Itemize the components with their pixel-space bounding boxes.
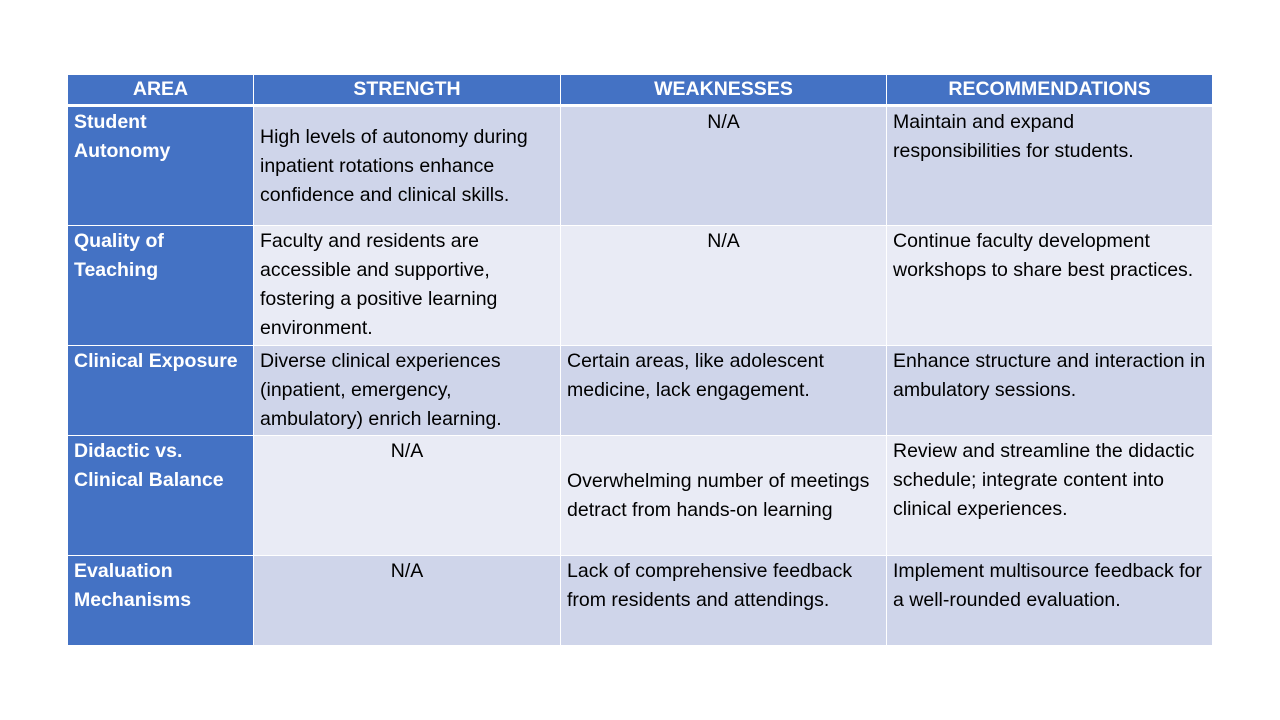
- strength-cell: Faculty and residents are accessible and supportive, fostering a positive learning environment.: [254, 226, 561, 346]
- area-cell: Clinical Exposure: [68, 346, 254, 436]
- area-cell: Quality of Teaching: [68, 226, 254, 346]
- strength-cell: Diverse clinical experiences (inpatient, emergency, ambulatory) enrich learning.: [254, 346, 561, 436]
- table-row: [68, 346, 1212, 436]
- header-area: AREA: [68, 75, 254, 107]
- weakness-cell: N/A: [561, 226, 887, 346]
- table-row: [68, 556, 1212, 646]
- strength-cell: High levels of autonomy during inpatient rotations enhance confidence and clinical skills.: [254, 107, 561, 226]
- area-cell: Student Autonomy: [68, 107, 254, 226]
- strength-cell: N/A: [254, 556, 561, 646]
- recommendation-cell: Implement multisource feedback for a well-rounded evaluation.: [887, 556, 1212, 646]
- evaluation-table: [68, 75, 1212, 646]
- table-row: [68, 226, 1212, 346]
- recommendation-cell: Continue faculty development workshops to share best practices.: [887, 226, 1212, 346]
- strength-cell: N/A: [254, 436, 561, 556]
- header-weaknesses: WEAKNESSES: [561, 75, 887, 107]
- table-header-row: [68, 75, 1212, 107]
- recommendation-cell: Enhance structure and interaction in ambulatory sessions.: [887, 346, 1212, 436]
- weakness-cell: Overwhelming number of meetings detract from hands-on learning: [561, 436, 887, 556]
- area-cell: Evaluation Mechanisms: [68, 556, 254, 646]
- header-strength: STRENGTH: [254, 75, 561, 107]
- recommendation-cell: Maintain and expand responsibilities for students.: [887, 107, 1212, 226]
- table-row: [68, 107, 1212, 226]
- weakness-cell: Certain areas, like adolescent medicine, lack engagement.: [561, 346, 887, 436]
- header-recommendations: RECOMMENDATIONS: [887, 75, 1212, 107]
- table-row: [68, 436, 1212, 556]
- weakness-cell: N/A: [561, 107, 887, 226]
- area-cell: Didactic vs. Clinical Balance: [68, 436, 254, 556]
- recommendation-cell: Review and streamline the didactic schedule; integrate content into clinical experiences.: [887, 436, 1212, 556]
- weakness-cell: Lack of comprehensive feedback from residents and attendings.: [561, 556, 887, 646]
